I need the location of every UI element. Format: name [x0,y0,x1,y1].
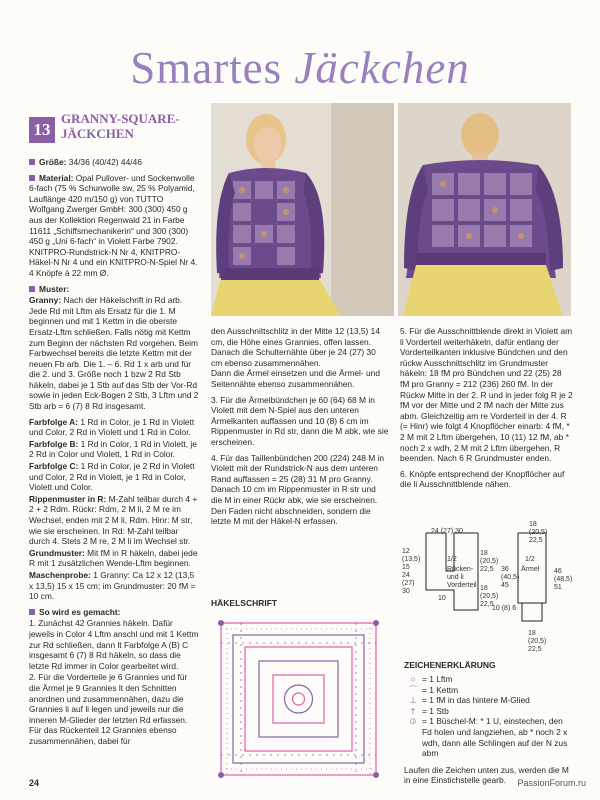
schematic-side-height: 24 (27) 30 [402,572,415,595]
model-photo-back [398,103,571,316]
model-photo-front [211,103,394,316]
schematic-sleeve-width: 18 (20,5) 22,5 [528,630,547,653]
garment-schematic [400,495,575,655]
schematic-sleeve-length: 46 (48,5) 51 [554,568,573,591]
crochet-chart-label: HÄKELSCHRIFT [211,598,278,608]
schematic-label-body: Rücken- und li Vorderteil [447,566,477,589]
schematic-half-sleeve: 1/2 [525,556,535,563]
middle-p1: den Ausschnittschlitz in der Mitte 12 (13,5) 14 cm, die Höhe eines Grannies, offen lassen. Danach die Schulternähte über je 24 (27) 30 cm ebenso zusammennähen. [211,326,380,368]
gauge: Maschenprobe: 1 Granny: Ca 12 x 12 (13,5 x 13,5) 15 x 15 cm; im Grundmuster: 20 fM = 10 cm. [29,569,196,602]
base-pattern: Grundmuster: Mit fM in R häkeln, dabei jede R mit 1 zusätzlichen Wende-Lftm beginnen. [29,547,198,569]
step-2: 2. Für die Vorderteile je 6 Grannies und für die Ärmel je 9 Grannies lt den Schnitten anordnen und zusammennähen, dazu die Grannies li auf li legen und jeweils nur die inneren M-Glieder der letzten Rd erfassen. Für das Rückenteil 12 Grannies ebenso zusammennähen, dabei für [29,672,188,746]
step-5: 5. Für die Ausschnittblende direkt in Violett am li Vorderteil weiterhäkeln, dafür entlang der Vorderteilkanten inklusive Bündchen und den rückw Ausschnittschlitz im Grundmuster häkeln: 18 fM pro Bündchen und 22 (25) 28 fM pro Granny = 212 (236) 260 fM. In der Rückw Mitte in der 2. R und in jeder folg R je 2 fM vor der Mitte und 2 fM nach der Mitte zus abm. Gleichzeitig am re Vorderteil in der 4. R (= Hinr) wie folgt 4 Knopflöcher einarb: 4 fM, * 2 M mit 2 Lftm übergehen, 10 (11) 12 fM, ab * noch 2 x wdh, 2 M mit 2 Lftm übergehen, R beenden. Nach 6 R Grundmuster enden. [400,326,573,464]
step-1: 1. Zunächst 42 Grannies häkeln. Dafür jeweils in Color 4 Lftm anschl und mit 1 Kettm zur Rd schließen, dann lt Farbfolge A (B) C insgesamt 6 (7) 8 Rd häkeln, so dass die letzte Rd immer in Color gearbeitet wird. [29,618,199,671]
colour-sequence-a: Farbfolge A: 1 Rd in Color, je 1 Rd in Violett und Color, 2 Rd in Violett und 1 Rd in Color. [29,416,195,438]
schematic-total-h1: 18 (20,5) 22,5 [480,550,499,573]
schematic-band: 10 [438,595,446,602]
colour-sequence-c: Farbfolge C: 1 Rd in Color, je 2 Rd in Violett und Color, 2 Rd in Violett, je 1 Rd in Color, Violett und Color. [29,461,195,493]
rib-pattern: Rippenmuster in R: M-Zahl teilbar durch 4 + 2 + 2 Rdm. Rückr: Rdm, 2 M li, 2 M re im Wechsel, enden mit 2 M li, Rdm. Hinr: M str, wie sie erscheinen. In Rd: M-Zahl teilbar durch 4. Stets 2 M re, 2 M li im Wechsel str. [29,493,198,547]
page-title: Smartes Jäckchen [130,43,470,93]
size-line: Größe: 34/36 (40/42) 44/46 [29,157,199,168]
schematic-total-h2: 36 (40,5) 45 [501,566,520,589]
schematic-band-width: 18 (20,5) 22,5 [480,585,499,608]
schematic-sleeve-top: 18 (20,5) 22,5 [529,521,548,544]
crochet-chart [211,613,386,785]
pattern-heading: GRANNY-SQUARE-JÄCKCHEN [61,111,180,141]
how-to-heading: So wird es gemacht: [29,607,199,618]
schematic-label-sleeve: Ärmel [521,566,540,573]
pattern-heading-line: Muster: [29,284,199,295]
instructions-left-column [29,157,199,751]
instructions-middle-column [211,326,389,532]
page-number: 24 [29,778,40,788]
step-6: 6. Knöpfe entsprechend der Knopflöcher auf die li Ausschnittblende nähen. [400,468,565,490]
middle-p2: Dann die Ärmel einsetzen und die Ärmel- und Seitennähte ebenso zusammennähen. [211,368,380,389]
step-3: 3. Für die Ärmelbündchen je 60 (64) 68 M in Violett mit dem N-Spiel aus den unteren Ärmelkanten auffassen und 10 (8) 6 cm im Rippenmuster in Rd str, dann die M abk, wie sie erscheinen. [211,394,389,447]
schematic-neck: 12 (13,5) 15 [402,548,421,571]
material-paragraph: Material: Opal Pullover- und Sockenwolle 6-fach (75 % Schurwolle sw, 25 % Polyamid, Lauflänge 420 m/150 g) von TUTTO Wolfgang Zwerger GmbH: 300 (300) 450 g aus der Kollektion Regenwald 21 in Farbe 11611 „Schiffsmechanikerin“ und 300 (300) 450 g „Uni 6-fach“ in Violett Farbe 7902. KNITPRO-Rundstrick-N Nr 4, KNITPRO-Häkel-N Nr 4 und ein KNITPRO-N-Spiel Nr 4. 4 Knöpfe à 22 mm Ø. [29,172,198,278]
watermark: PassionForum.ru [517,778,586,788]
schematic-half-left: 1/2 [447,556,457,563]
legend-item: ⦶ = 1 Büschel-M: * 1 U, einstechen, den Fd holen und langziehen, ab * noch 2 x wdh, dann alle Schlingen auf der N zus abm [409,716,568,759]
legend-list [404,674,572,786]
legend-item: ⊥ = 1 fM in das hintere M-Glied [409,695,530,706]
pattern-number-badge: 13 [29,117,55,143]
schematic-body-top: 24 (27) 30 [431,528,463,535]
step-4: 4. Für das Taillenbündchen 200 (224) 248 M in Violett mit der Rundstrick-N aus dem unteren Rand auffassen = 25 (28) 31 M pro Granny. Danach 10 cm im Rippenmuster in R str und die M in einer Rückr abk, wie sie erscheinen. Den Faden nicht abschneiden, sondern die letzte M mit der Häkel-N erfassen. [211,452,385,527]
legend-item: ⌒ = 1 Kettm [408,684,459,695]
schematic-sleeve-band: 10 (8) 6 [492,605,517,612]
instructions-right-column [400,326,573,495]
legend-item: ○ = 1 Lftm [410,674,453,684]
legend-item: † = 1 Stb [410,705,449,716]
legend-title: ZEICHENERKLÄRUNG [404,660,496,670]
colour-sequence-b: Farbfolge B: 1 Rd in Color, 1 Rd in Violett, je 2 Rd in Color und Violett, 1 Rd in Color. [29,438,197,460]
granny-paragraph: Granny: Nach der Häkelschrift in Rd arb. Jede Rd mit Lftm als Ersatz für die 1. M beginnen und mit 1 Kettm in die oberste Ersatz-Lftm schließen. Falls nötig mit Kettm zum Beginn der nächsten Rd vorgehen. Beim Farbwechsel bereits die letzte Kettm mit der neuen Fb arb. Die 1. – 6. Rd 1 x arb und für die 2. und 3. Größe noch 1 bzw 2 Rd Stb häkeln, dabei je 1 Stb auf das Stb der Vor-Rd sowie in jeden Eck-Bogen 2 Stb, 3 Lftm und 2 Stb arb = 6 (7) 8 Rd insgesamt. [29,295,199,412]
legend-note: Laufen die Zeichen unten zus, werden die M in eine Einstichstelle gearb. [404,764,569,786]
